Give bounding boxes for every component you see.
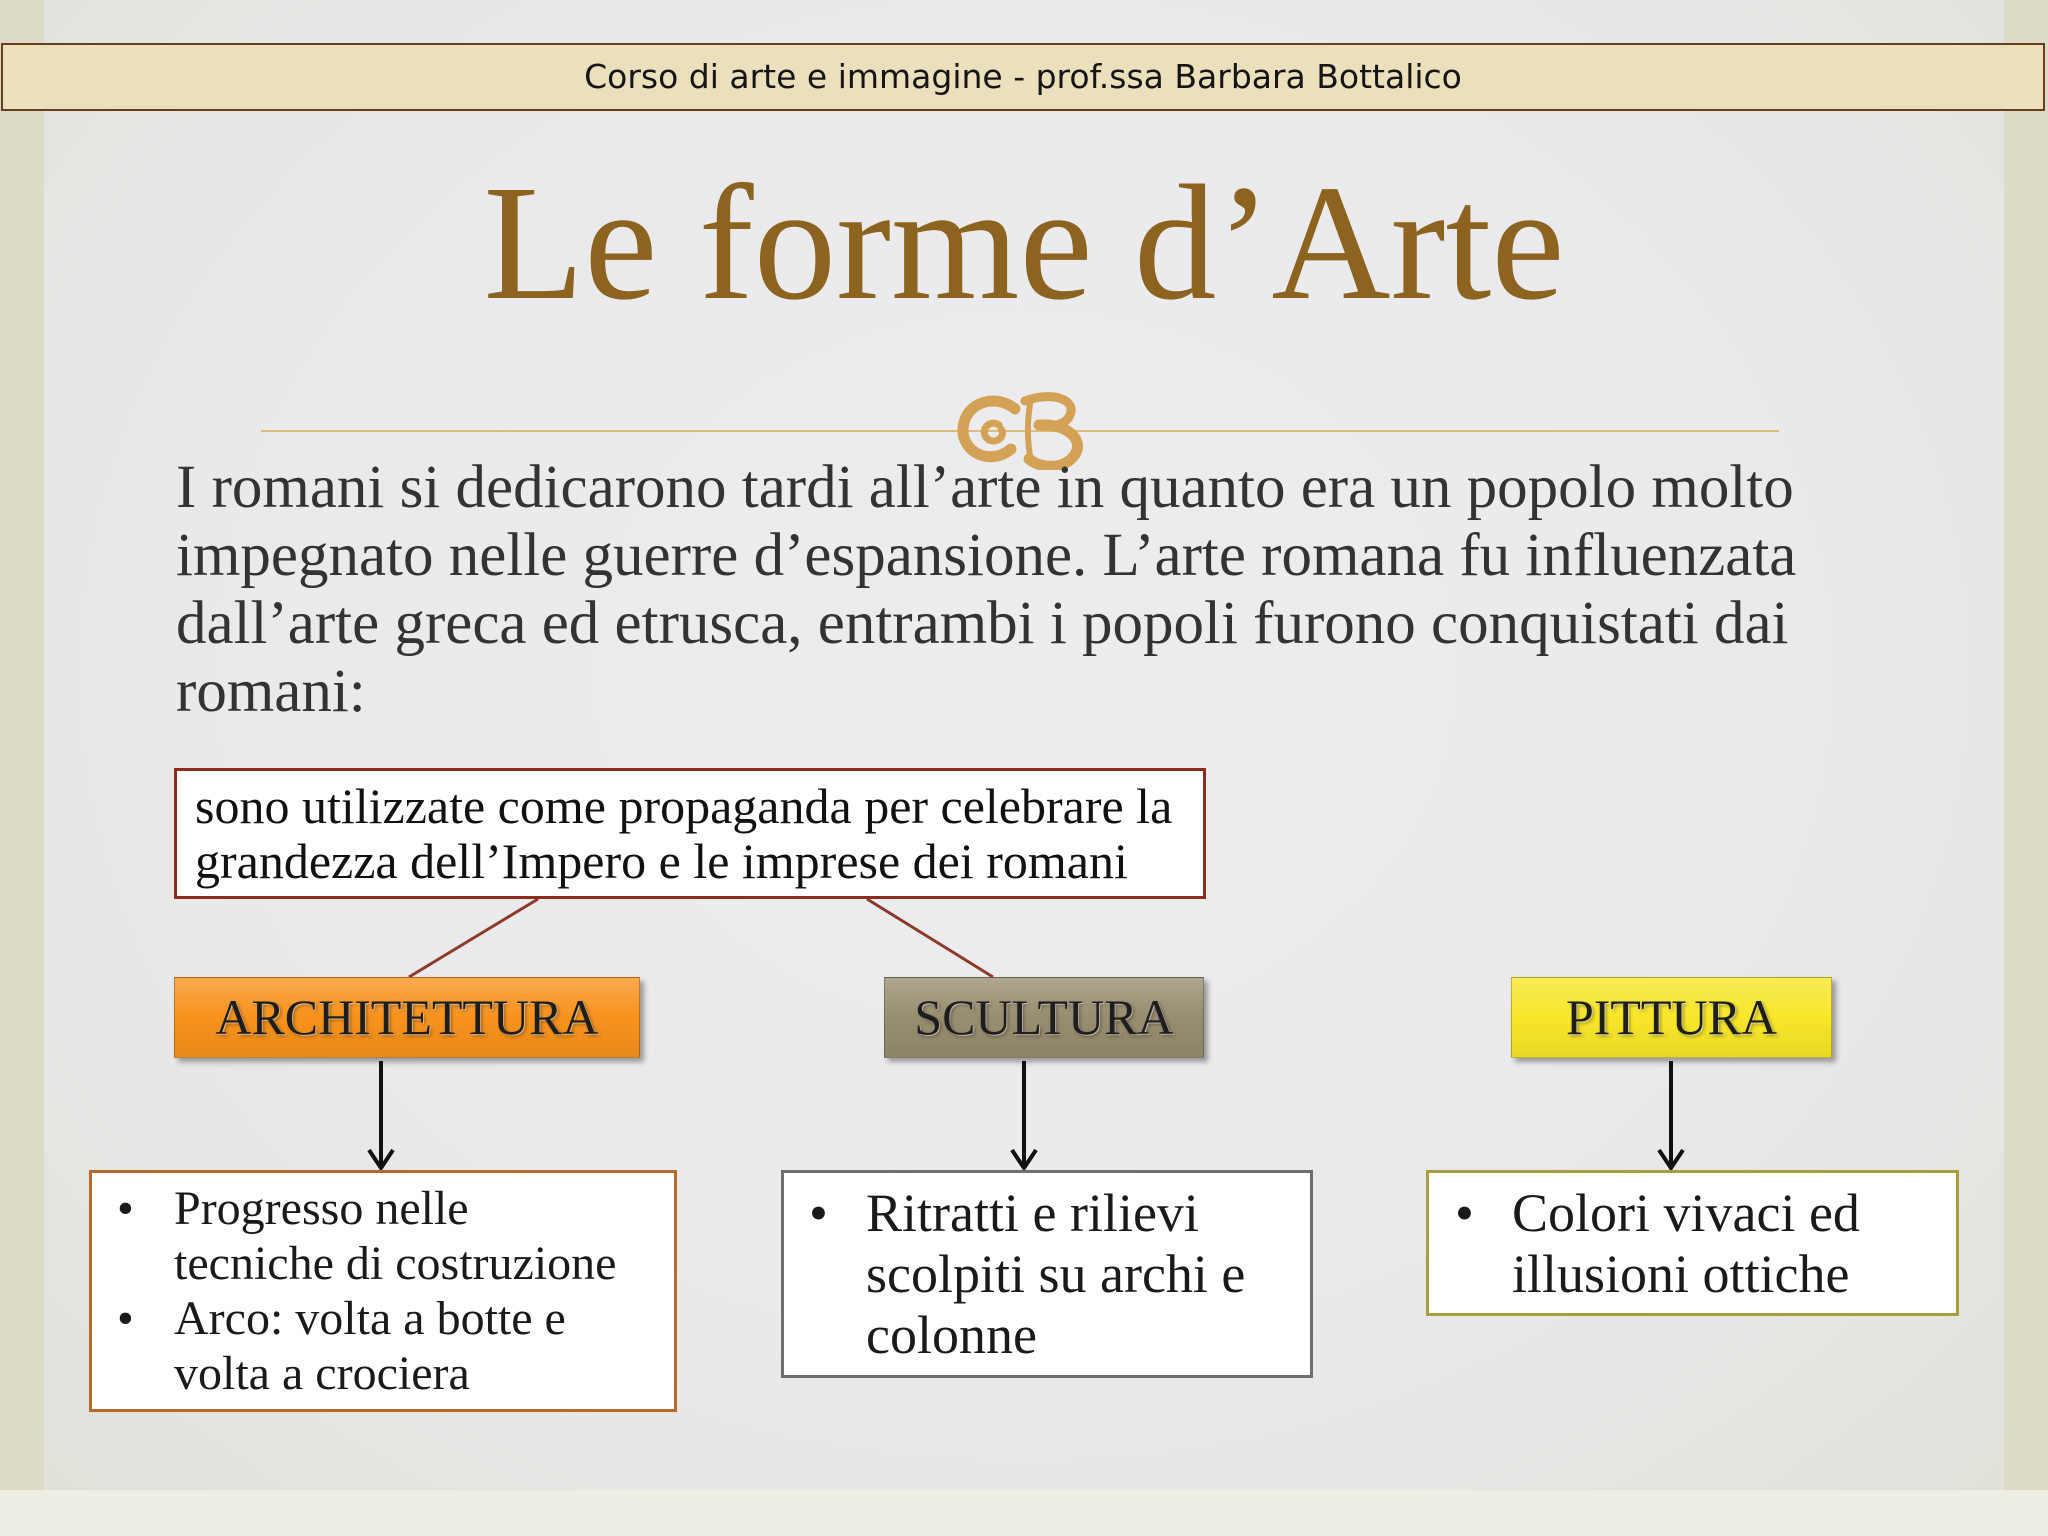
list-item-line: tecniche di costruzione: [174, 1237, 617, 1290]
category-scultura: SCULTURA: [884, 977, 1204, 1058]
list-item-line: scolpiti su archi e: [866, 1244, 1246, 1304]
category-pittura: PITTURA: [1511, 977, 1832, 1058]
category-architettura: ARCHITETTURA: [174, 977, 640, 1058]
details-pittura: [1426, 1170, 1959, 1316]
list-item-line: Ritratti e rilievi: [866, 1183, 1199, 1243]
bullet-icon: •: [117, 1292, 134, 1345]
intro-line: dall’arte greca ed etrusca, entrambi i popoli furono conquistati dai: [176, 590, 1789, 657]
propaganda-line: sono utilizzate come propaganda per celebrare la: [195, 778, 1173, 834]
course-header: Corso di arte e immagine - prof.ssa Barbara Bottalico: [1, 43, 2045, 111]
list-item-line: Arco: volta a botte e: [174, 1292, 566, 1345]
bullet-icon: •: [1455, 1183, 1474, 1243]
propaganda-line: grandezza dell’Impero e le imprese dei romani: [195, 833, 1128, 889]
list-item: [1455, 1183, 1956, 1305]
details-scultura: [781, 1170, 1313, 1378]
intro-line: I romani si dedicarono tardi all’arte in quanto era un popolo molto: [176, 454, 1794, 521]
connector-line-architettura: [409, 899, 538, 977]
bullet-icon: •: [117, 1182, 134, 1235]
list-item-line: colonne: [866, 1305, 1037, 1365]
list-item: [809, 1183, 1310, 1366]
list-item-line: volta a crociera: [174, 1347, 470, 1400]
slide-title: Le forme d’Arte: [483, 151, 1565, 334]
connector-line-scultura: [867, 899, 993, 977]
list-item: [117, 1291, 674, 1401]
details-architettura: [89, 1170, 677, 1412]
intro-line: romani:: [176, 658, 366, 725]
list-item: [117, 1181, 674, 1291]
list-item-line: illusioni ottiche: [1512, 1244, 1850, 1304]
list-item-line: Progresso nelle: [174, 1182, 469, 1235]
propaganda-box: [174, 768, 1206, 899]
bullet-icon: •: [809, 1183, 828, 1243]
list-item-line: Colori vivaci ed: [1512, 1183, 1860, 1243]
intro-line: impegnato nelle guerre d’espansione. L’arte romana fu influenzata: [176, 522, 1797, 589]
